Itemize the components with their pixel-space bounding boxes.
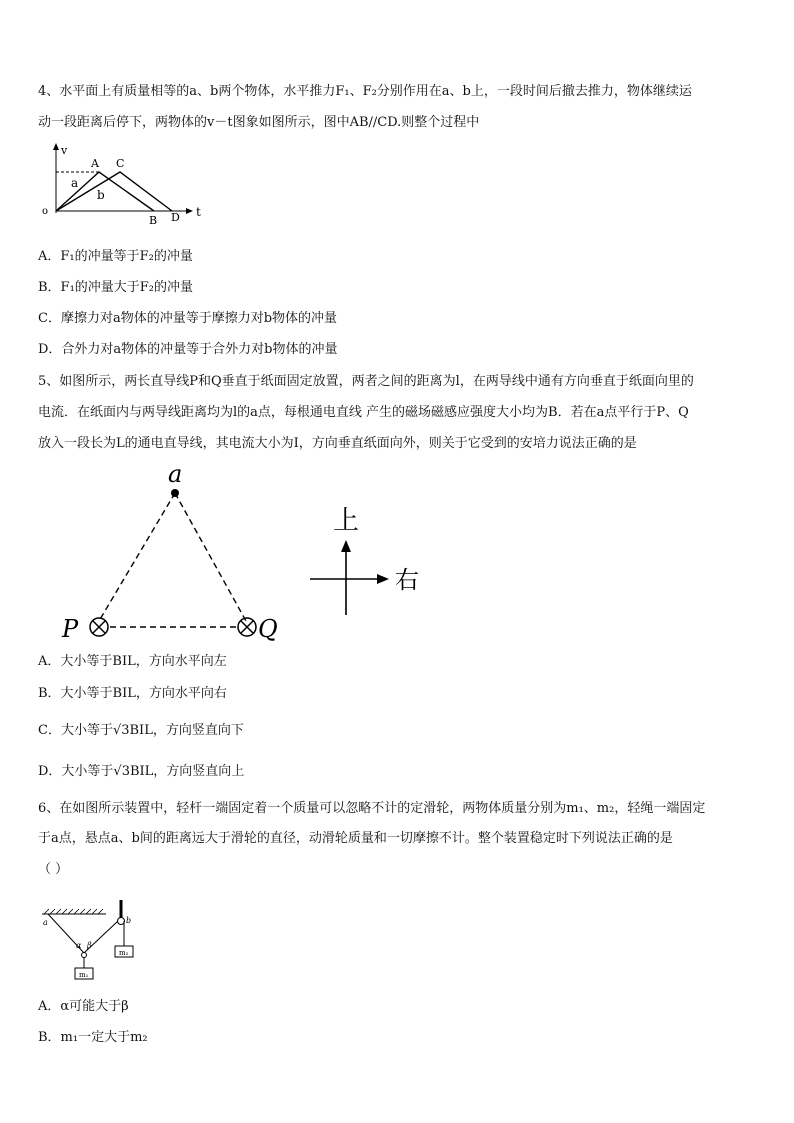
- vt-label-C: C: [116, 157, 125, 170]
- label-beta: β: [87, 941, 92, 950]
- q5-stem-line1: 5、如图所示，两长直导线P和Q垂直于纸面固定放置，两者之间的距离为l，在两导线中通有方向垂直于纸面向里的: [38, 374, 694, 389]
- label-p: P: [62, 615, 79, 643]
- q4-vt-graph: [40, 143, 210, 225]
- q4-option-d: D．合外力对a物体的冲量等于合外力对b物体的冲量: [38, 342, 338, 357]
- vt-label-o: o: [42, 206, 49, 217]
- q6-pulley-figure: [40, 898, 150, 983]
- q5-option-a: A．大小等于BIL，方向水平向左: [38, 654, 227, 669]
- vt-v-axis-arrow: [53, 143, 59, 150]
- q5-option-d: D．大小等于√3BIL，方向竖直向上: [38, 764, 245, 779]
- label-m2: m₂: [119, 949, 129, 957]
- ceiling-hatch: [44, 909, 103, 914]
- q6-option-a: A．α可能大于β: [38, 999, 129, 1014]
- dash-a-p: [99, 493, 175, 621]
- point-a-dot: [171, 489, 179, 497]
- label-right: 右: [395, 566, 419, 594]
- vt-label-v: v: [61, 144, 68, 157]
- q4-option-b: B．F₁的冲量大于F₂的冲量: [38, 280, 194, 295]
- vt-label-a: a: [71, 176, 79, 190]
- direction-cross-icon: [310, 540, 389, 615]
- q6-stem-line3: （ ）: [38, 862, 69, 877]
- wire-q-icon: [238, 618, 256, 636]
- q5-option-c: C．大小等于√3BIL，方向竖直向下: [38, 723, 244, 738]
- q6-option-b: B．m₁一定大于m₂: [38, 1030, 148, 1045]
- q4-stem-line1: 4、水平面上有质量相等的a、b两个物体，水平推力F₁、F₂分别作用在a、b上，一段时间后撤去推力，物体继续运: [38, 84, 692, 99]
- label-q: Q: [258, 615, 278, 643]
- wire-p-icon: [90, 618, 108, 636]
- vt-t-axis-arrow: [186, 208, 193, 214]
- q4-option-a: A．F₁的冲量等于F₂的冲量: [38, 249, 193, 264]
- label-alpha: α: [76, 941, 82, 950]
- dash-a-q: [175, 493, 246, 621]
- q5-stem-line2: 电流．在纸面内与两导线距离均为l的a点，每根通电直线 产生的磁场磁感应强度大小均为B．若在a点平行于P、Q: [38, 405, 689, 420]
- vt-label-B: B: [149, 214, 158, 225]
- label-a: a: [168, 460, 183, 488]
- vt-label-D: D: [171, 211, 180, 224]
- label-b: b: [126, 916, 132, 925]
- vt-label-A: A: [91, 157, 99, 170]
- q6-stem-line1: 6、在如图所示装置中，轻杆一端固定着一个质量可以忽略不计的定滑轮，两物体质量分别为m₁、m₂，轻绳一端固定: [38, 801, 706, 816]
- q4-stem-line2: 动一段距离后停下，两物体的v－t图象如图所示，图中AB//CD.则整个过程中: [38, 115, 480, 130]
- q4-option-c: C．摩擦力对a物体的冲量等于摩擦力对b物体的冲量: [38, 311, 338, 326]
- vt-label-t: t: [196, 205, 201, 219]
- vt-label-b: b: [97, 188, 105, 202]
- label-a: a: [43, 918, 48, 927]
- q5-stem-line3: 放入一段长为L的通电直导线，其电流大小为I，方向垂直纸面向外，则关于它受到的安培力说法正确的是: [38, 436, 637, 451]
- moving-pulley-icon: [82, 953, 87, 958]
- label-up: 上: [333, 506, 360, 536]
- label-m1: m₁: [79, 971, 89, 979]
- q6-stem-line2: 于a点，悬点a、b间的距离远大于滑轮的直径，动滑轮质量和一切摩擦不计。整个装置稳定时下列说法正确的是: [38, 831, 673, 846]
- fixed-pulley-icon: [118, 918, 125, 925]
- q5-option-b: B．大小等于BIL，方向水平向右: [38, 686, 227, 701]
- q5-wires-figure: [58, 455, 438, 650]
